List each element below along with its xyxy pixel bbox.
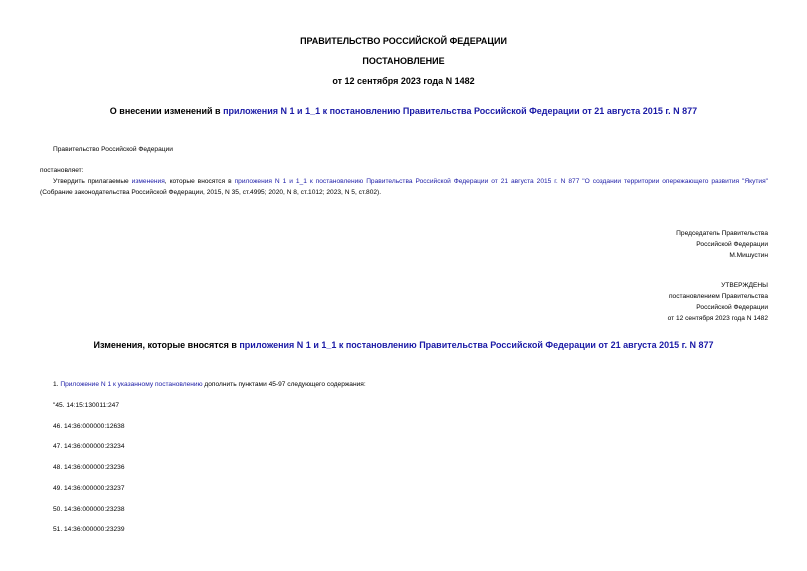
list-item: 51. 14:36:000000:23239 [53,526,125,533]
approval-line3: Российской Федерации [696,304,768,311]
approval-block [668,280,768,324]
government-heading: ПРАВИТЕЛЬСТВО РОССИЙСКОЙ ФЕДЕРАЦИИ [300,36,507,46]
para-tail: (Собрание законодательства Российской Федерации, 2015, N 35, ст.4995; 2020, N 8, ст.1012; 2023, N 5, ст.802). [40,189,382,196]
resolution-paragraph [40,176,768,198]
para-mid: , которые вносятся в [164,178,235,185]
signature-block [676,228,768,261]
changes-title [0,340,807,350]
item1-lead: 1. [53,381,61,388]
approval-line1: УТВЕРЖДЕНЫ [721,282,768,289]
date-number: от 12 сентября 2023 года N 1482 [332,76,475,86]
link-changes[interactable]: изменения [131,178,165,185]
item1-tail: дополнить пунктами 45-97 следующего содержания: [202,381,366,388]
list-item: 50. 14:36:000000:23238 [53,506,125,513]
signature-name: М.Мишустин [729,252,768,259]
list-item: 48. 14:36:000000:23236 [53,464,125,471]
issuer-text: Правительство Российской Федерации [53,146,173,153]
title-prefix: О внесении изменений в [109,106,224,116]
link-appendix-877[interactable]: приложения N 1 и 1_1 к постановлению Правительства Российской Федерации от 21 августа 2015 г. N 877 "О создании территории опережающего развития "Якутия" [234,178,768,185]
change-item-1 [53,381,366,388]
approval-line2: постановлением Правительства [668,293,768,300]
item1-link[interactable]: Приложение N 1 к указанному постановлению [60,381,203,388]
list-item: 49. 14:36:000000:23237 [53,485,125,492]
para-lead: Утвердить прилагаемые [53,178,132,185]
signature-line2: Российской Федерации [696,241,768,248]
list-item: 46. 14:36:000000:12638 [53,423,125,430]
changes-title-link[interactable]: приложения N 1 и 1_1 к постановлению Правительства Российской Федерации от 21 августа 2015 г. N 877 [239,340,714,350]
list-item: 47. 14:36:000000:23234 [53,443,125,450]
title-link-appendices[interactable]: приложения N 1 и 1_1 к постановлению Правительства Российской Федерации от 21 августа 2015 г. N 877 [223,106,698,116]
resolves-text: постановляет: [40,167,84,174]
signature-line1: Председатель Правительства [676,230,768,237]
approval-line4: от 12 сентября 2023 года N 1482 [667,315,768,322]
changes-title-prefix: Изменения, которые вносятся в [93,340,240,350]
doc-type-heading: ПОСТАНОВЛЕНИЕ [362,56,445,66]
document-title [0,106,807,116]
list-item: "45. 14:15:130011:247 [53,402,120,409]
